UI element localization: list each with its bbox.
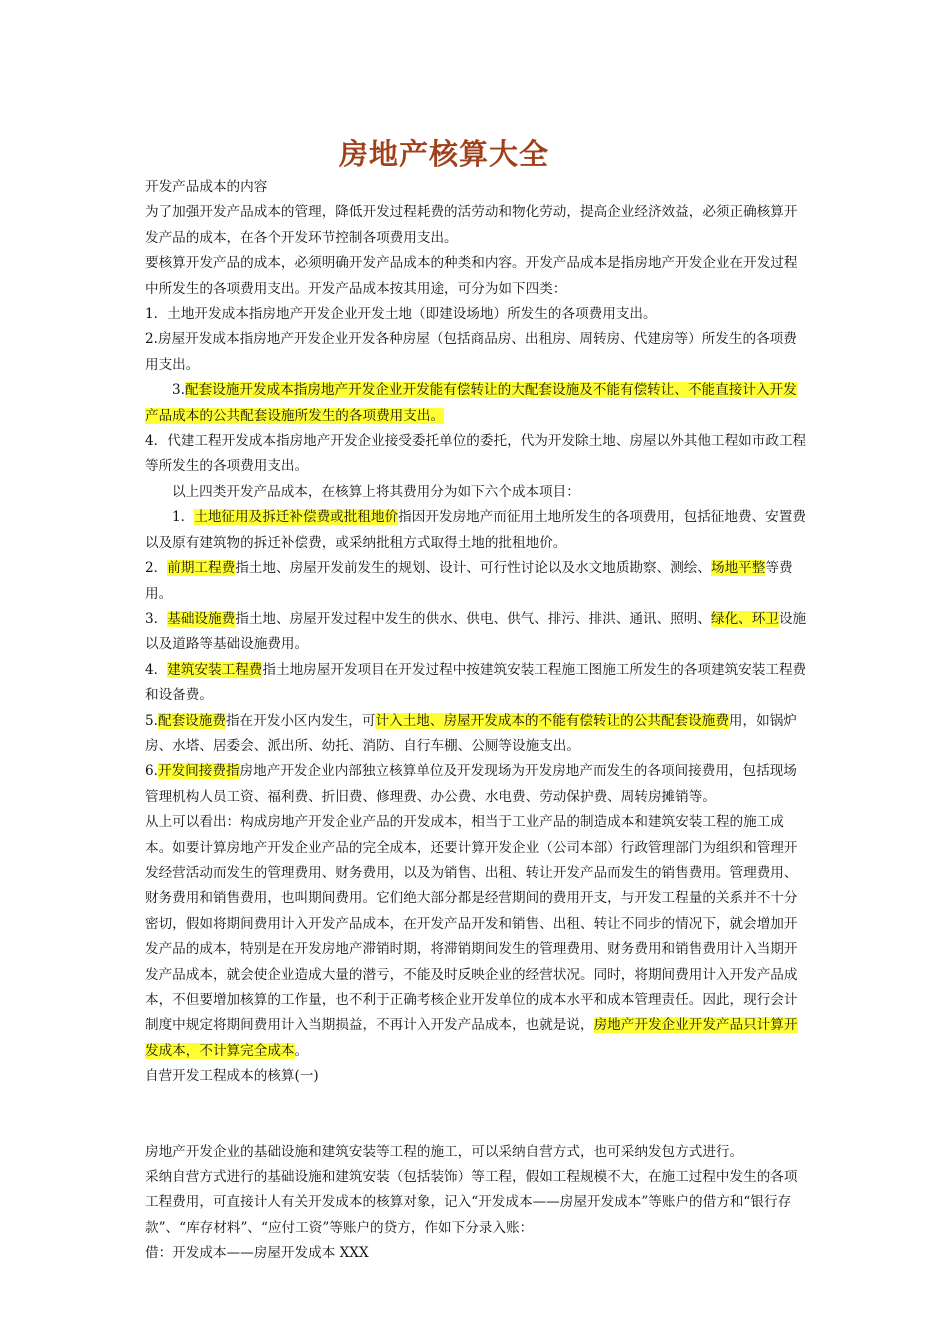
list-number: 2． [145, 560, 168, 577]
list-item [145, 556, 810, 607]
item-text: 房地产开发企业内部独立核算单位及开发现场为开发房地产而发生的各项间接费用，包括现场管理机构人员工资、福利费、折旧费、修理费、办公费、水电费、劳动保护费、周转房摊销等。 [145, 763, 797, 805]
list-number: 5. [145, 712, 158, 729]
paragraph: 采纳自营方式进行的基础设施和建筑安装（包括装饰）等工程，假如工程规模不大，在施工过程中发生的各项工程费用，可直接计人有关开发成本的核算对象，记入“开发成本——房屋开发成本”等账户的借方和“银行存款”、“库存材料”、“应付工资”等账户的贷方，作如下分录入账： [145, 1169, 798, 1236]
item-text: 指土地、房屋开发过程中发生的供水、供电、供气、排污、排洪、通讯、照明、 [235, 610, 711, 627]
list-item: 1．土地开发成本指房地产开发企业开发土地（即建设场地）所发生的各项费用支出。 [145, 306, 657, 323]
highlighted-text: 绿化、环卫 [711, 610, 779, 627]
paragraph: 以上四类开发产品成本，在核算上将其费用分为如下六个成本项目： [172, 483, 580, 500]
highlighted-text: 场地平整 [711, 560, 766, 577]
highlighted-text: 计入土地、房屋开发成本的不能有偿转让的公共配套设施费 [375, 712, 729, 729]
highlighted-text: 基础设施费 [167, 610, 236, 627]
item-text: 指土地、房屋开发前发生的规划、设计、可行性讨论以及水文地质勘察、测绘、 [235, 560, 711, 577]
journal-entry: 借：开发成本——房屋开发成本 XXX [145, 1245, 369, 1262]
spacer [145, 1090, 810, 1140]
item-text: 指因开发房地产而征用土地所发生的各项费用，包括征地费、安置费以及原有建筑物的拆迁补偿费，或采纳批租方式取得土地的批租地价。 [145, 509, 806, 551]
highlighted-text: 配套设施费 [157, 712, 226, 729]
highlighted-text: 配套设施开发成本指房地产开发企业开发能有偿转让的大配套设施及不能有偿转让、不能直接计入开发产品成本的公共配套设施所发生的各项费用支出。 [145, 382, 797, 424]
list-number: 3． [145, 610, 168, 627]
list-item [145, 759, 810, 810]
paragraph [145, 810, 810, 1064]
list-item [145, 607, 810, 658]
item-text: 设施以及道路等基础设施费用。 [145, 610, 807, 653]
highlighted-text: 土地征用及拆迁补偿费或批租地价 [194, 509, 399, 526]
list-item [145, 709, 810, 760]
highlighted-text: 房地产开发企业开发产品只计算开发成本，不计算完全成本 [145, 1017, 798, 1059]
paragraph: 要核算开发产品的成本，必须明确开发产品成本的种类和内容。开发产品成本是指房地产开发企业在开发过程中所发生的各项费用支出。开发产品成本按其用途，可分为如下四类： [145, 255, 798, 297]
section-heading: 开发产品成本的内容 [145, 179, 268, 195]
list-item [145, 378, 810, 429]
list-item [145, 658, 810, 709]
list-number: 4． [145, 661, 168, 678]
list-number: 1． [172, 509, 195, 526]
section-heading: 自营开发工程成本的核算(一) [145, 1068, 319, 1085]
item-text: 指在开发小区内发生，可 [225, 712, 376, 729]
paragraph-text: 从上可以看出：构成房地产开发企业产品的开发成本，相当于工业产品的制造成本和建筑安装工程的施工成本。如要计算房地产开发企业产品的完全成本，还要计算开发企业（公司本部）行政管理部门为组织和管理开发经营活动而发生的管理费用、财务费用，以及为销售、出租、转让开发产品而发生的销售费用。管理费用、财务费用和销售费用，也叫期间费用。它们绝大部分都是经营期间的费用开支，与开发工程量的关系并不十分密切，假如将期间费用计入开发产品成本，在开发产品开发和销售、出租、转让不同步的情况下，就会增加开发产品的成本，特别是在开发房地产滞销时期，将滞销期间发生的管理费用、财务费用和销售费用计入当期开发产品成本，就会使企业造成大量的潜亏，不能及时反映企业的经营状况。同时，将期间费用计入开发产品成本，不但要增加核算的工作量，也不利于正确考核企业开发单位的成本水平和成本管理责任。因此，现行会计制度中规定将期间费用计入当期损益，不再计入开发产品成本，也就是说， [145, 814, 798, 1034]
document-body [145, 175, 810, 1267]
highlighted-text: 前期工程费 [167, 560, 236, 577]
document-title: 房地产核算大全 [338, 137, 549, 171]
list-item: 2.房屋开发成本指房地产开发企业开发各种房屋（包括商品房、出租房、周转房、代建房等）所发生的各项费用支出。 [145, 331, 797, 373]
paragraph: 房地产开发企业的基础设施和建筑安装等工程的施工，可以采纳自营方式，也可采纳发包方式进行。 [145, 1143, 744, 1160]
list-item: 4．代建工程开发成本指房地产开发企业接受委托单位的委托，代为开发除土地、房屋以外其他工程如市政工程等所发生的各项费用支出。 [145, 433, 807, 475]
list-item [145, 505, 810, 556]
paragraph: 为了加强开发产品成本的管理，降低开发过程耗费的活劳动和物化劳动，提高企业经济效益，必须正确核算开发产品的成本，在各个开发环节控制各项费用支出。 [145, 204, 798, 246]
list-number: 3. [172, 382, 185, 399]
item-text: 等费用。 [145, 560, 793, 602]
paragraph-text: 。 [294, 1042, 309, 1059]
item-text: 用，如锅炉房、水塔、居委会、派出所、幼托、消防、自行车棚、公厕等设施支出。 [145, 712, 797, 754]
item-text: 指土地房屋开发项目在开发过程中按建筑安装工程施工图施工所发生的各项建筑安装工程费和设备费。 [145, 661, 807, 704]
highlighted-text: 建筑安装工程费 [167, 661, 263, 678]
list-number: 6. [145, 763, 158, 780]
highlighted-text: 开发间接费指 [157, 763, 240, 780]
